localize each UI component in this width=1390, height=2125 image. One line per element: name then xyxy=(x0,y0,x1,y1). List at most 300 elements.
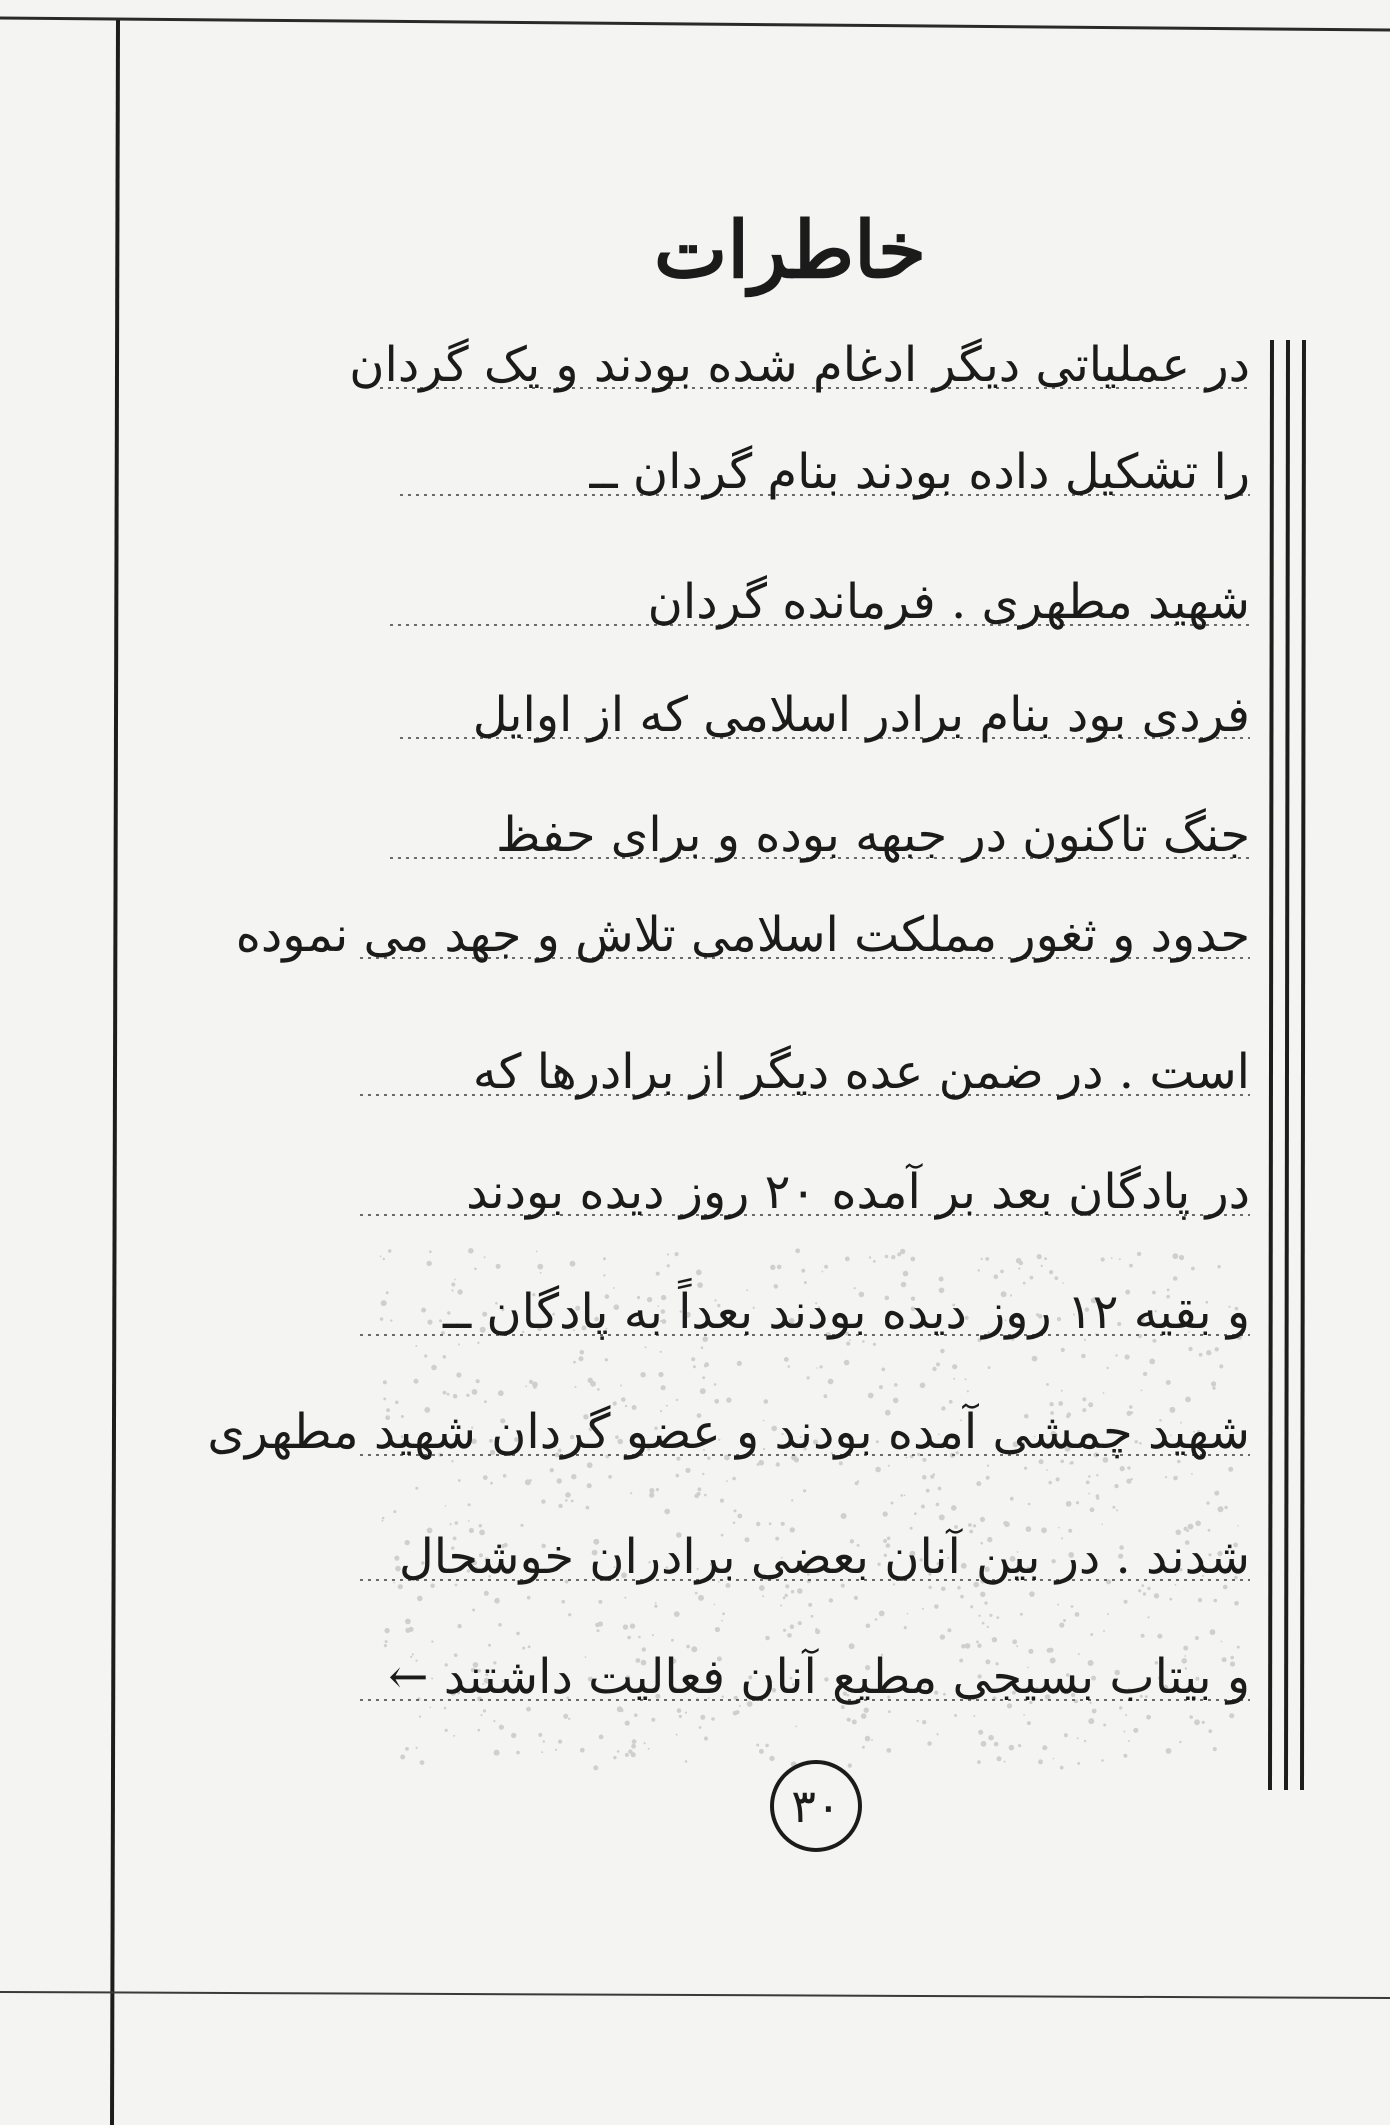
speckle-dot xyxy=(951,1505,957,1511)
speckle-dot xyxy=(458,1479,461,1482)
speckle-dot xyxy=(525,1385,527,1387)
speckle-dot xyxy=(801,1269,805,1273)
speckle-dot xyxy=(558,1740,562,1744)
speckle-dot xyxy=(1157,1634,1162,1639)
speckle-dot xyxy=(1211,1381,1216,1386)
speckle-dot xyxy=(790,1527,795,1532)
speckle-dot xyxy=(1057,1604,1059,1606)
speckle-dot xyxy=(483,1475,488,1480)
speckle-dot xyxy=(383,1398,386,1401)
speckle-dot xyxy=(1188,1524,1194,1530)
speckle-dot xyxy=(1088,1660,1094,1666)
speckle-dot xyxy=(415,1345,417,1347)
speckle-dot xyxy=(685,1468,690,1473)
speckle-dot xyxy=(597,1629,600,1632)
speckle-dot xyxy=(1119,1258,1121,1260)
speckle-dot xyxy=(938,1487,942,1491)
speckle-dot xyxy=(1152,1291,1156,1295)
speckle-dot xyxy=(590,1381,596,1387)
speckle-dot xyxy=(443,1355,447,1359)
speckle-dot xyxy=(866,1624,871,1629)
speckle-dot xyxy=(1026,1526,1032,1532)
speckle-dot xyxy=(893,1398,899,1404)
speckle-dot xyxy=(1050,1411,1054,1415)
speckle-dot xyxy=(783,1597,786,1600)
speckle-dot xyxy=(1141,1634,1145,1638)
speckle-dot xyxy=(1061,1390,1063,1392)
speckle-dot xyxy=(798,1621,802,1625)
speckle-dot xyxy=(844,1360,850,1366)
speckle-dot xyxy=(1057,1678,1063,1684)
speckle-dot xyxy=(477,1697,482,1702)
speckle-dot xyxy=(613,1401,617,1405)
speckle-dot xyxy=(501,1544,505,1548)
speckle-dot xyxy=(502,1680,504,1682)
speckle-dot xyxy=(558,1504,562,1508)
speckle-dot xyxy=(541,1499,545,1503)
speckle-dot xyxy=(904,1495,906,1497)
speckle-dot xyxy=(1115,1354,1117,1356)
speckle-dot xyxy=(624,1597,626,1599)
speckle-dot xyxy=(1128,1740,1130,1742)
speckle-dot xyxy=(885,1410,891,1416)
speckle-dot xyxy=(405,1540,410,1545)
speckle-dot xyxy=(1032,1356,1038,1362)
speckle-dot xyxy=(402,1440,404,1442)
speckle-dot xyxy=(1082,1397,1086,1401)
speckle-dot xyxy=(1000,1270,1004,1274)
speckle-dot xyxy=(917,1453,920,1456)
speckle-dot xyxy=(594,1317,599,1322)
speckle-dot xyxy=(881,1368,885,1372)
speckle-dot xyxy=(770,1265,775,1270)
speckle-dot xyxy=(474,1268,477,1271)
speckle-dot xyxy=(854,1596,858,1600)
speckle-dot xyxy=(614,1566,616,1568)
speckle-dot xyxy=(934,1691,938,1695)
speckle-dot xyxy=(1084,1339,1086,1341)
speckle-dot xyxy=(384,1628,389,1633)
speckle-dot xyxy=(884,1554,887,1557)
speckle-dot xyxy=(910,1551,916,1557)
speckle-dot xyxy=(985,1659,990,1664)
speckle-dot xyxy=(714,1399,719,1404)
speckle-dot xyxy=(395,1401,399,1405)
speckle-dot xyxy=(997,1756,1002,1761)
speckle-dot xyxy=(956,1451,959,1454)
speckle-dot xyxy=(1224,1506,1227,1509)
speckle-dot xyxy=(777,1265,782,1270)
speckle-dot xyxy=(1159,1419,1162,1422)
speckle-dot xyxy=(685,1760,688,1763)
speckle-dot xyxy=(1060,1460,1064,1464)
speckle-dot xyxy=(638,1636,641,1639)
speckle-dot xyxy=(495,1302,498,1305)
text-line-10: شهید چمشی آمده بودند و عضو گردان شهید مطهری xyxy=(207,1404,1250,1460)
speckle-dot xyxy=(981,1741,987,1747)
speckle-dot xyxy=(1218,1506,1224,1512)
speckle-dot xyxy=(989,1614,992,1617)
speckle-dot xyxy=(540,1272,542,1274)
speckle-dot xyxy=(603,1274,605,1276)
speckle-dot xyxy=(627,1636,631,1640)
speckle-dot xyxy=(1106,1579,1111,1584)
speckle-dot xyxy=(1060,1766,1064,1770)
speckle-dot xyxy=(811,1615,814,1618)
speckle-dot xyxy=(829,1598,833,1602)
speckle-dot xyxy=(632,1739,637,1744)
speckle-dot xyxy=(797,1588,803,1594)
speckle-dot xyxy=(636,1658,641,1663)
speckle-dot xyxy=(667,1253,669,1255)
speckle-dot xyxy=(850,1539,854,1543)
speckle-dot xyxy=(1146,1715,1151,1720)
speckle-dot xyxy=(655,1602,657,1604)
speckle-dot xyxy=(598,1600,602,1604)
speckle-dot xyxy=(813,1439,818,1444)
speckle-dot xyxy=(763,1448,765,1450)
speckle-dot xyxy=(1086,1481,1090,1485)
speckle-dot xyxy=(704,1364,707,1367)
speckle-dot xyxy=(1230,1661,1235,1666)
speckle-dot xyxy=(699,1726,702,1729)
speckle-dot xyxy=(841,1513,847,1519)
speckle-dot xyxy=(784,1357,789,1362)
speckle-dot xyxy=(532,1382,538,1388)
speckle-dot xyxy=(632,1746,635,1749)
speckle-dot xyxy=(875,1467,881,1473)
speckle-dot xyxy=(733,1711,738,1716)
speckle-dot xyxy=(1046,1383,1049,1386)
speckle-dot xyxy=(994,1742,999,1747)
speckle-dot xyxy=(450,1690,456,1696)
speckle-dot xyxy=(664,1509,670,1515)
speckle-dot xyxy=(454,1653,458,1657)
speckle-dot xyxy=(445,1663,448,1666)
speckle-dot xyxy=(1036,1313,1039,1316)
speckle-dot xyxy=(456,1372,461,1377)
speckle-dot xyxy=(467,1569,470,1572)
speckle-dot xyxy=(1154,1593,1159,1598)
speckle-dot xyxy=(656,1272,660,1276)
speckle-dot xyxy=(792,1683,794,1685)
speckle-dot xyxy=(1023,1282,1026,1285)
speckle-dot xyxy=(1001,1291,1007,1297)
speckle-dot xyxy=(939,1514,945,1520)
speckle-dot xyxy=(697,1413,702,1418)
speckle-dot xyxy=(1088,1475,1091,1478)
speckle-dot xyxy=(893,1583,895,1585)
speckle-dot xyxy=(1234,1601,1239,1606)
speckle-dot xyxy=(1062,1282,1064,1284)
speckle-dot xyxy=(447,1311,450,1314)
speckle-dot xyxy=(1030,1276,1034,1280)
speckle-dot xyxy=(745,1537,750,1542)
speckle-dot xyxy=(927,1741,932,1746)
speckle-dot xyxy=(1068,1552,1074,1558)
speckle-dot xyxy=(1183,1646,1188,1651)
speckle-dot xyxy=(490,1482,493,1485)
speckle-dot xyxy=(748,1675,752,1679)
speckle-dot xyxy=(873,1260,876,1263)
speckle-dot xyxy=(756,1522,760,1526)
speckle-dot xyxy=(1228,1306,1230,1308)
speckle-dot xyxy=(1061,1348,1065,1352)
speckle-dot xyxy=(1071,1693,1075,1697)
speckle-dot xyxy=(722,1696,724,1698)
speckle-dot xyxy=(932,1367,936,1371)
speckle-dot xyxy=(557,1478,562,1483)
speckle-dot xyxy=(1056,1477,1060,1481)
speckle-dot xyxy=(1169,1407,1175,1413)
speckle-dot xyxy=(1137,1252,1141,1256)
speckle-dot xyxy=(1159,1566,1161,1568)
speckle-dot xyxy=(644,1742,646,1744)
speckle-dot xyxy=(431,1365,437,1371)
speckle-dot xyxy=(996,1616,999,1619)
speckle-dot xyxy=(988,1366,991,1369)
speckle-dot xyxy=(720,1499,724,1503)
speckle-dot xyxy=(930,1475,934,1479)
speckle-dot xyxy=(910,1455,914,1459)
speckle-dot xyxy=(468,1248,474,1254)
speckle-dot xyxy=(1217,1265,1220,1268)
speckle-dot xyxy=(484,1400,487,1403)
speckle-dot xyxy=(1095,1333,1097,1335)
speckle-dot xyxy=(1170,1435,1172,1437)
speckle-dot xyxy=(575,1306,580,1311)
speckle-dot xyxy=(489,1439,493,1443)
speckle-dot xyxy=(565,1499,568,1502)
speckle-dot xyxy=(453,1735,455,1737)
speckle-dot xyxy=(1175,1584,1177,1586)
speckle-dot xyxy=(922,1475,927,1480)
speckle-dot xyxy=(654,1605,657,1608)
speckle-dot xyxy=(1036,1687,1038,1689)
speckle-dot xyxy=(697,1282,703,1288)
speckle-dot xyxy=(412,1653,414,1655)
speckle-dot xyxy=(382,1517,385,1520)
speckle-dot xyxy=(1212,1386,1215,1389)
speckle-dot xyxy=(1221,1641,1223,1643)
speckle-dot xyxy=(552,1313,555,1316)
speckle-dot xyxy=(1189,1715,1193,1719)
speckle-dot xyxy=(1179,1255,1184,1260)
speckle-dot xyxy=(985,1257,989,1261)
speckle-dot xyxy=(929,1586,932,1589)
speckle-dot xyxy=(1195,1521,1201,1527)
speckle-dot xyxy=(785,1594,788,1597)
speckle-dot xyxy=(815,1302,817,1304)
speckle-dot xyxy=(1049,1402,1053,1406)
speckle-dot xyxy=(880,1688,882,1690)
speckle-dot xyxy=(776,1462,780,1466)
speckle-dot xyxy=(661,1295,666,1300)
speckle-dot xyxy=(818,1306,820,1308)
speckle-dot xyxy=(630,1623,635,1628)
speckle-dot xyxy=(900,1494,903,1497)
speckle-dot xyxy=(395,1566,401,1572)
speckle-dot xyxy=(484,1591,489,1596)
speckle-dot xyxy=(511,1733,516,1738)
speckle-dot xyxy=(926,1489,930,1493)
speckle-dot xyxy=(883,1511,888,1516)
speckle-dot xyxy=(443,1391,447,1395)
speckle-dot xyxy=(645,1696,648,1699)
speckle-dot xyxy=(841,1705,845,1709)
speckle-dot xyxy=(782,1315,786,1319)
speckle-dot xyxy=(790,1322,794,1326)
speckle-dot xyxy=(977,1644,981,1648)
speckle-dot xyxy=(474,1567,479,1572)
speckle-dot xyxy=(383,1380,387,1384)
speckle-dot xyxy=(1160,1664,1163,1667)
speckle-dot xyxy=(820,1365,823,1368)
speckle-dot xyxy=(987,1626,989,1628)
speckle-dot xyxy=(825,1332,831,1338)
speckle-dot xyxy=(791,1590,794,1593)
speckle-dot xyxy=(1057,1317,1061,1321)
speckle-dot xyxy=(647,1447,650,1450)
speckle-dot xyxy=(691,1646,697,1652)
speckle-dot xyxy=(1119,1706,1122,1709)
speckle-dot xyxy=(910,1527,913,1530)
speckle-dot xyxy=(1125,1714,1127,1716)
speckle-dot xyxy=(677,1708,682,1713)
speckle-dot xyxy=(457,1289,462,1294)
speckle-dot xyxy=(427,1320,432,1325)
speckle-dot xyxy=(1120,1466,1125,1471)
speckle-dot xyxy=(969,1530,973,1534)
speckle-dot xyxy=(621,1572,627,1578)
speckle-dot xyxy=(676,1399,678,1401)
speckle-dot xyxy=(965,1316,969,1320)
speckle-dot xyxy=(1193,1431,1195,1433)
speckle-dot xyxy=(724,1455,730,1461)
speckle-dot xyxy=(383,1258,385,1260)
speckle-dot xyxy=(864,1708,869,1713)
speckle-dot xyxy=(947,1628,951,1632)
speckle-dot xyxy=(846,1342,850,1346)
speckle-dot xyxy=(457,1624,461,1628)
speckle-dot xyxy=(680,1310,683,1313)
speckle-dot xyxy=(967,1390,969,1392)
speckle-dot xyxy=(623,1688,625,1690)
speckle-dot xyxy=(380,1255,382,1257)
speckle-dot xyxy=(885,1296,890,1301)
speckle-dot xyxy=(477,1669,481,1673)
speckle-dot xyxy=(1088,1718,1094,1724)
speckle-dot xyxy=(1179,1568,1182,1571)
speckle-dot xyxy=(666,1405,668,1407)
speckle-dot xyxy=(444,1707,447,1710)
speckle-dot xyxy=(451,1282,455,1286)
speckle-dot xyxy=(701,1346,704,1349)
speckle-dot xyxy=(774,1284,779,1289)
speckle-dot xyxy=(828,1379,834,1385)
speckle-dot xyxy=(940,1349,945,1354)
speckle-dot xyxy=(414,1379,419,1384)
speckle-dot xyxy=(1054,1276,1058,1280)
speckle-dot xyxy=(1154,1310,1156,1312)
speckle-dot xyxy=(1049,1648,1054,1653)
speckle-dot xyxy=(868,1393,874,1399)
speckle-dot xyxy=(959,1659,963,1663)
speckle-dot xyxy=(514,1437,519,1442)
speckle-dot xyxy=(385,1640,388,1643)
speckle-dot xyxy=(565,1580,569,1584)
speckle-dot xyxy=(471,1668,475,1672)
speckle-dot xyxy=(479,1530,485,1536)
speckle-dot xyxy=(726,1397,731,1402)
speckle-dot xyxy=(1198,1598,1202,1602)
speckle-dot xyxy=(520,1524,523,1527)
speckle-dot xyxy=(525,1479,531,1485)
speckle-dot xyxy=(1164,1688,1168,1692)
speckle-dot xyxy=(1215,1347,1219,1351)
page-title: خاطرات xyxy=(653,205,927,296)
speckle-dot xyxy=(1066,1673,1070,1677)
speckle-dot xyxy=(960,1419,962,1421)
speckle-dot xyxy=(479,1524,482,1527)
speckle-dot xyxy=(862,1340,865,1343)
speckle-dot xyxy=(1004,1522,1010,1528)
speckle-dot xyxy=(693,1365,696,1368)
speckle-dot xyxy=(1185,1540,1190,1545)
speckle-dot xyxy=(1116,1509,1118,1511)
speckle-dot xyxy=(685,1712,687,1714)
speckle-dot xyxy=(608,1475,612,1479)
speckle-dot xyxy=(994,1274,999,1279)
speckle-dot xyxy=(454,1279,456,1281)
speckle-dot xyxy=(642,1647,646,1651)
speckle-dot xyxy=(1195,1636,1199,1640)
speckle-dot xyxy=(1147,1616,1149,1618)
speckle-dot xyxy=(649,1493,654,1498)
speckle-dot xyxy=(468,1520,470,1522)
speckle-dot xyxy=(421,1561,425,1565)
speckle-dot xyxy=(1103,1457,1109,1463)
speckle-dot xyxy=(1075,1612,1080,1617)
speckle-dot xyxy=(589,1427,593,1431)
speckle-dot xyxy=(698,1487,702,1491)
speckle-dot xyxy=(804,1447,807,1450)
speckle-dot xyxy=(579,1356,584,1361)
speckle-dot xyxy=(497,1598,499,1600)
speckle-dot xyxy=(666,1566,668,1568)
speckle-dot xyxy=(1076,1302,1081,1307)
text-line-3: شهید مطهری . فرمانده گردان xyxy=(647,574,1250,630)
speckle-dot xyxy=(1066,1501,1072,1507)
speckle-dot xyxy=(852,1720,857,1725)
speckle-dot xyxy=(427,1528,433,1534)
speckle-dot xyxy=(929,1573,932,1576)
speckle-dot xyxy=(1199,1353,1203,1357)
speckle-dot xyxy=(1027,1721,1031,1725)
speckle-dot xyxy=(769,1522,772,1525)
speckle-dot xyxy=(451,1546,454,1549)
speckle-dot xyxy=(756,1744,759,1747)
speckle-dot xyxy=(1052,1439,1054,1441)
speckle-dot xyxy=(580,1748,585,1753)
speckle-dot xyxy=(661,1385,666,1390)
speckle-dot xyxy=(940,1634,945,1639)
speckle-dot xyxy=(1229,1713,1234,1718)
speckle-dot xyxy=(1096,1474,1098,1476)
speckle-dot xyxy=(1202,1575,1204,1577)
speckle-dot xyxy=(605,1455,609,1459)
speckle-dot xyxy=(1177,1460,1181,1464)
